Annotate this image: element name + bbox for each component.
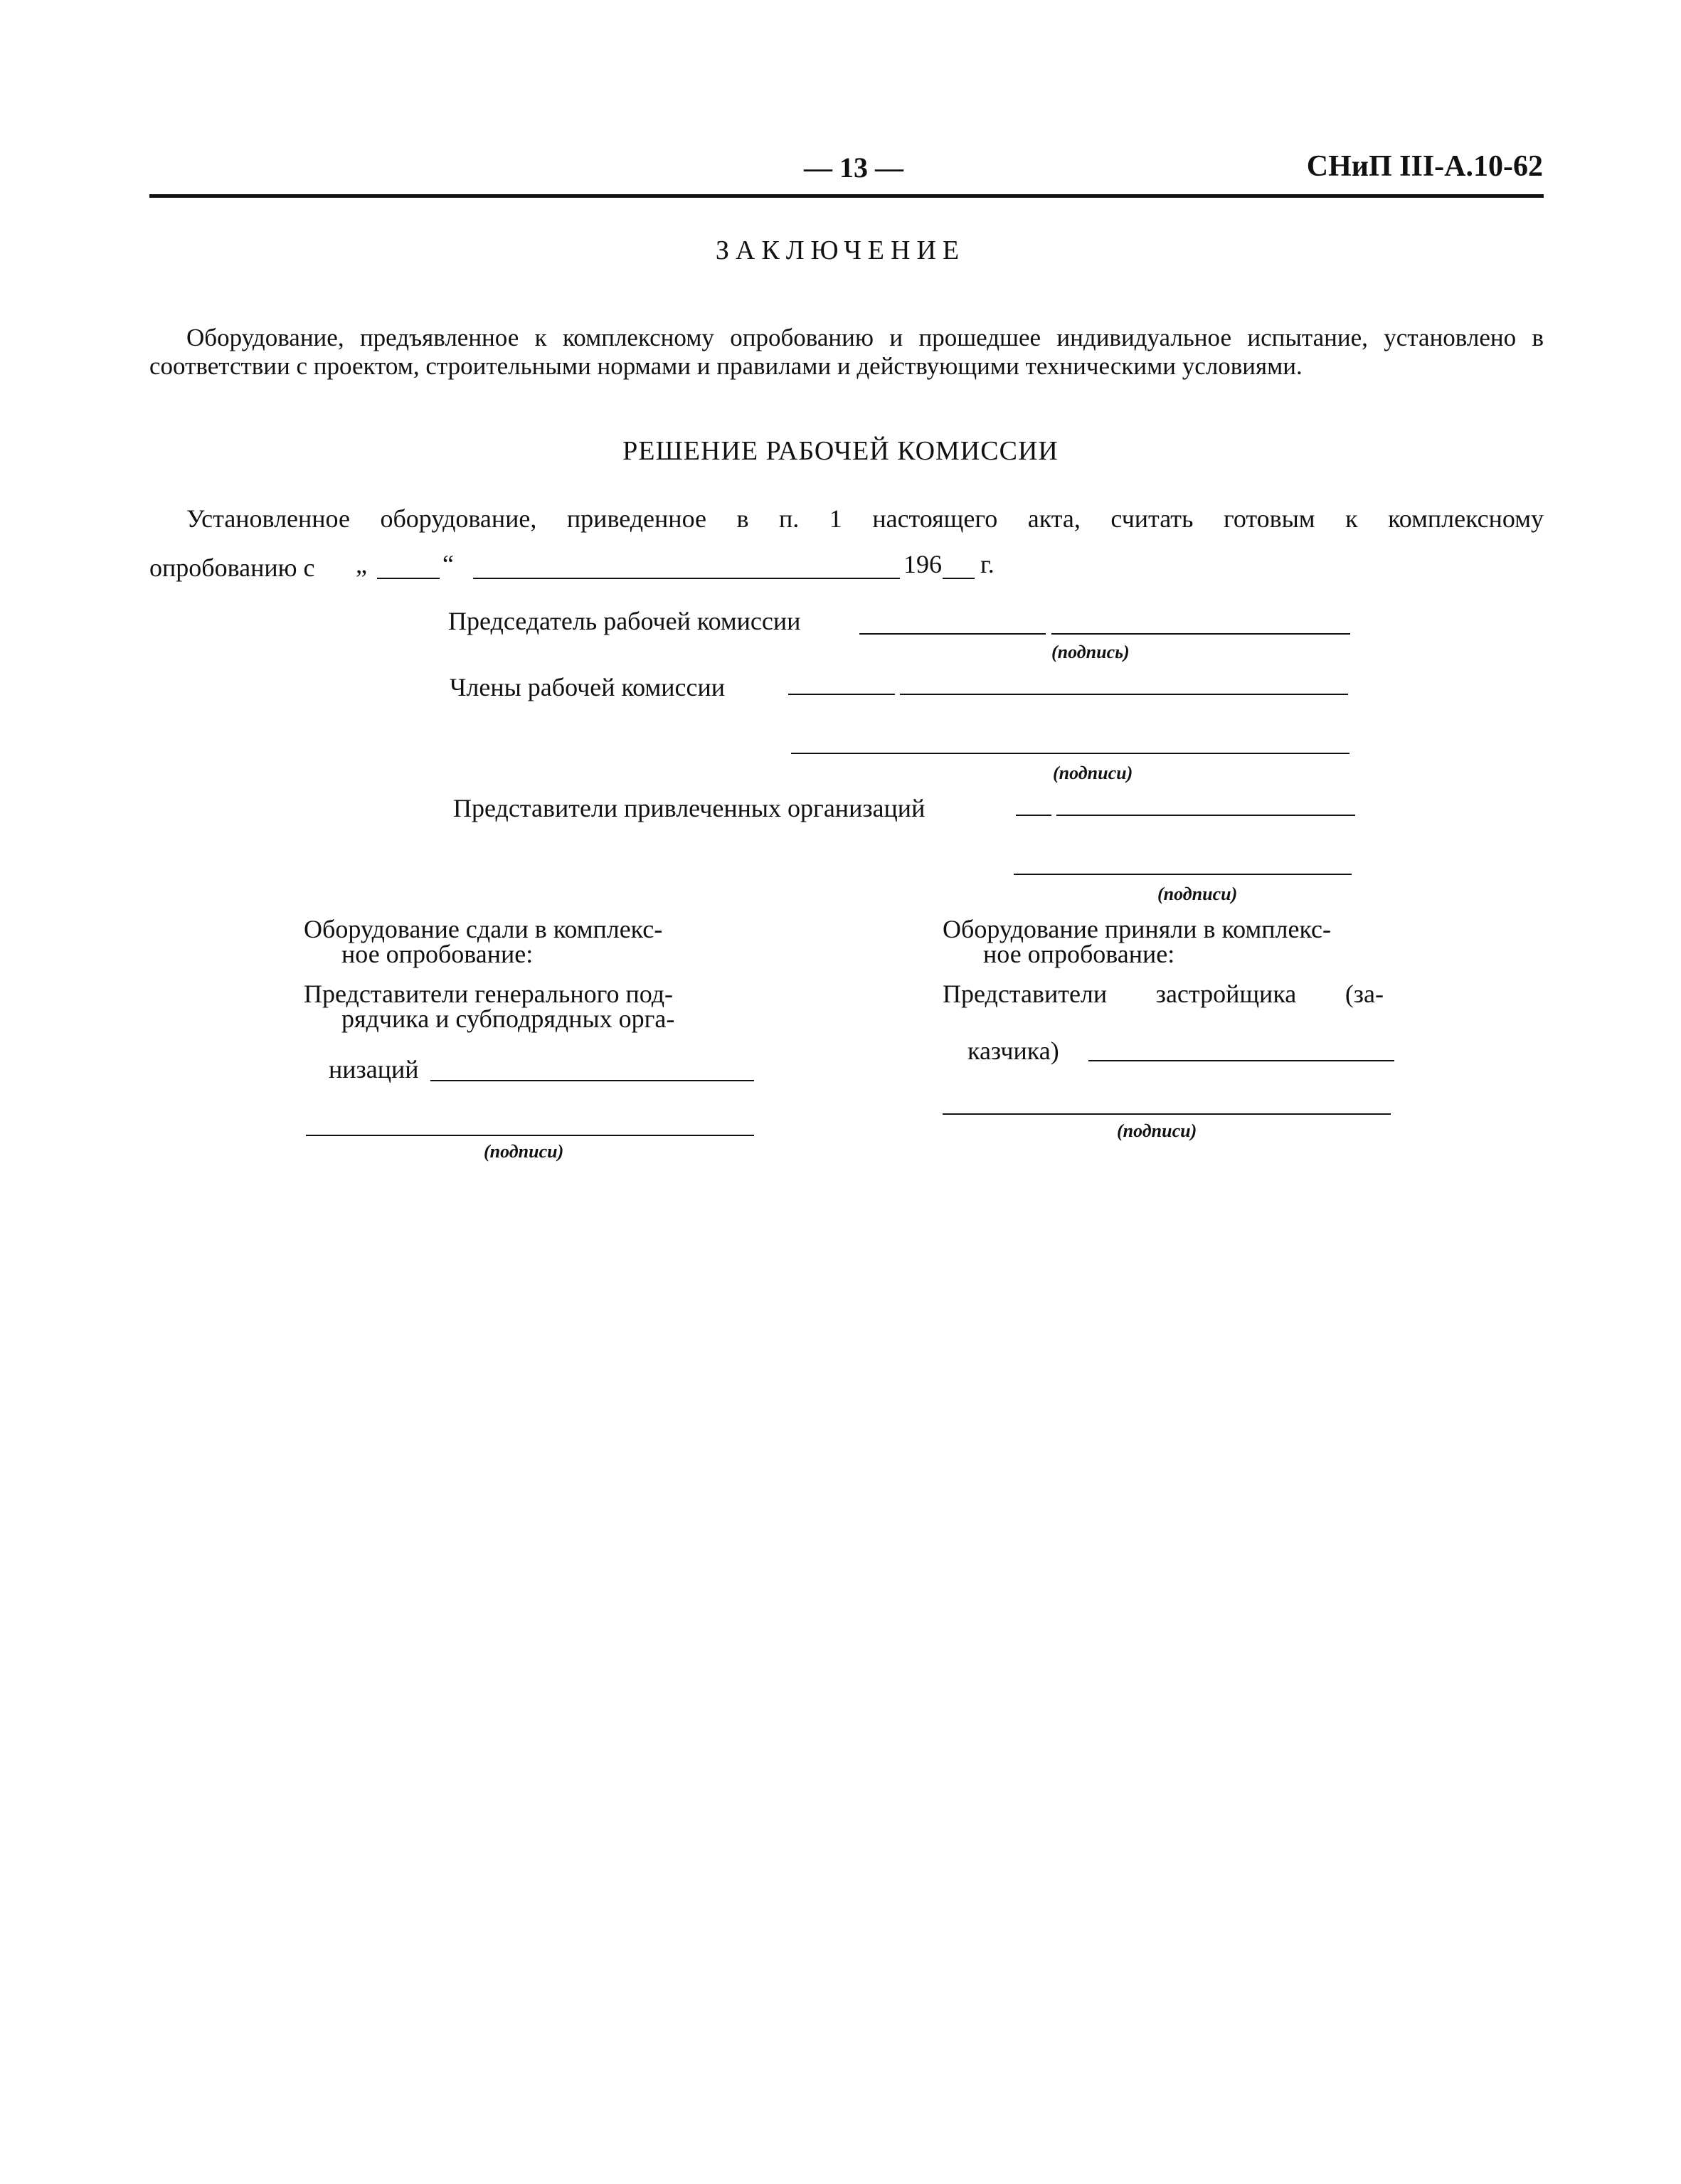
decision-line-1: Установленное оборудование, приведенное в п. 1 настоящего акта, считать готовым к комплексному [186,504,1544,533]
representatives-field-1b[interactable] [1056,815,1355,816]
chairman-signature-caption: (подпись) [1051,642,1130,662]
decision-date-prefix: опробованию с [149,553,315,582]
right-line-3: Представители застройщика (за- [943,980,1384,1008]
left-line-5: низаций [329,1055,419,1083]
left-signature-field[interactable] [306,1135,754,1136]
close-quote: “ [442,550,454,578]
header-rule [149,194,1544,198]
document-code: СНиП III-А.10-62 [1306,150,1543,183]
right-customer-field[interactable] [1088,1060,1394,1061]
members-field-1b[interactable] [900,694,1348,695]
open-quote: „ [356,550,367,578]
date-day-field[interactable] [377,578,440,579]
left-organizations-field[interactable] [430,1080,754,1081]
members-label: Члены рабочей комиссии [450,673,726,701]
conclusion-paragraph [149,324,1544,381]
right-line-4: казчика) [967,1037,1059,1065]
year-suffix: г. [980,550,995,578]
representatives-field-2[interactable] [1014,874,1352,875]
left-line-4: рядчика и субподрядных орга- [341,1004,675,1033]
right-signature-caption: (подписи) [1117,1120,1197,1141]
members-field-2[interactable] [791,753,1349,754]
conclusion-title: ЗАКЛЮЧЕНИЕ [715,235,966,265]
representatives-label: Представители привлеченных организаций [453,794,926,822]
date-year-field[interactable] [943,578,975,579]
chairman-signature-field[interactable] [1051,633,1350,635]
decision-title: РЕШЕНИЕ РАБОЧЕЙ КОМИССИИ [622,436,1059,466]
left-line-2: ное опробование: [341,940,534,968]
left-signature-caption: (подписи) [484,1141,564,1162]
chairman-name-field[interactable] [859,633,1046,635]
date-month-field[interactable] [473,578,900,579]
left-line-3: Представители генерального под- [304,980,674,1008]
members-signature-caption: (подписи) [1053,763,1133,783]
members-field-1a[interactable] [788,694,895,695]
representatives-field-1a[interactable] [1016,815,1051,816]
chairman-label: Председатель рабочей комиссии [448,607,801,635]
left-line-1: Оборудование сдали в комплекс- [304,915,663,943]
representatives-signature-caption: (подписи) [1157,884,1238,904]
right-line-1: Оборудование приняли в комплекс- [943,915,1332,943]
right-signature-field[interactable] [943,1113,1391,1115]
conclusion-text: Оборудование, предъявленное к комплексному опробованию и прошедшее индивидуальное испытание, установлено в соответствии с проектом, строительными нормами и правилами и действующими техническими условиями. [149,324,1544,380]
right-line-2: ное опробование: [983,940,1175,968]
year-prefix: 196 [903,550,942,578]
page-number: — 13 — [804,152,903,184]
